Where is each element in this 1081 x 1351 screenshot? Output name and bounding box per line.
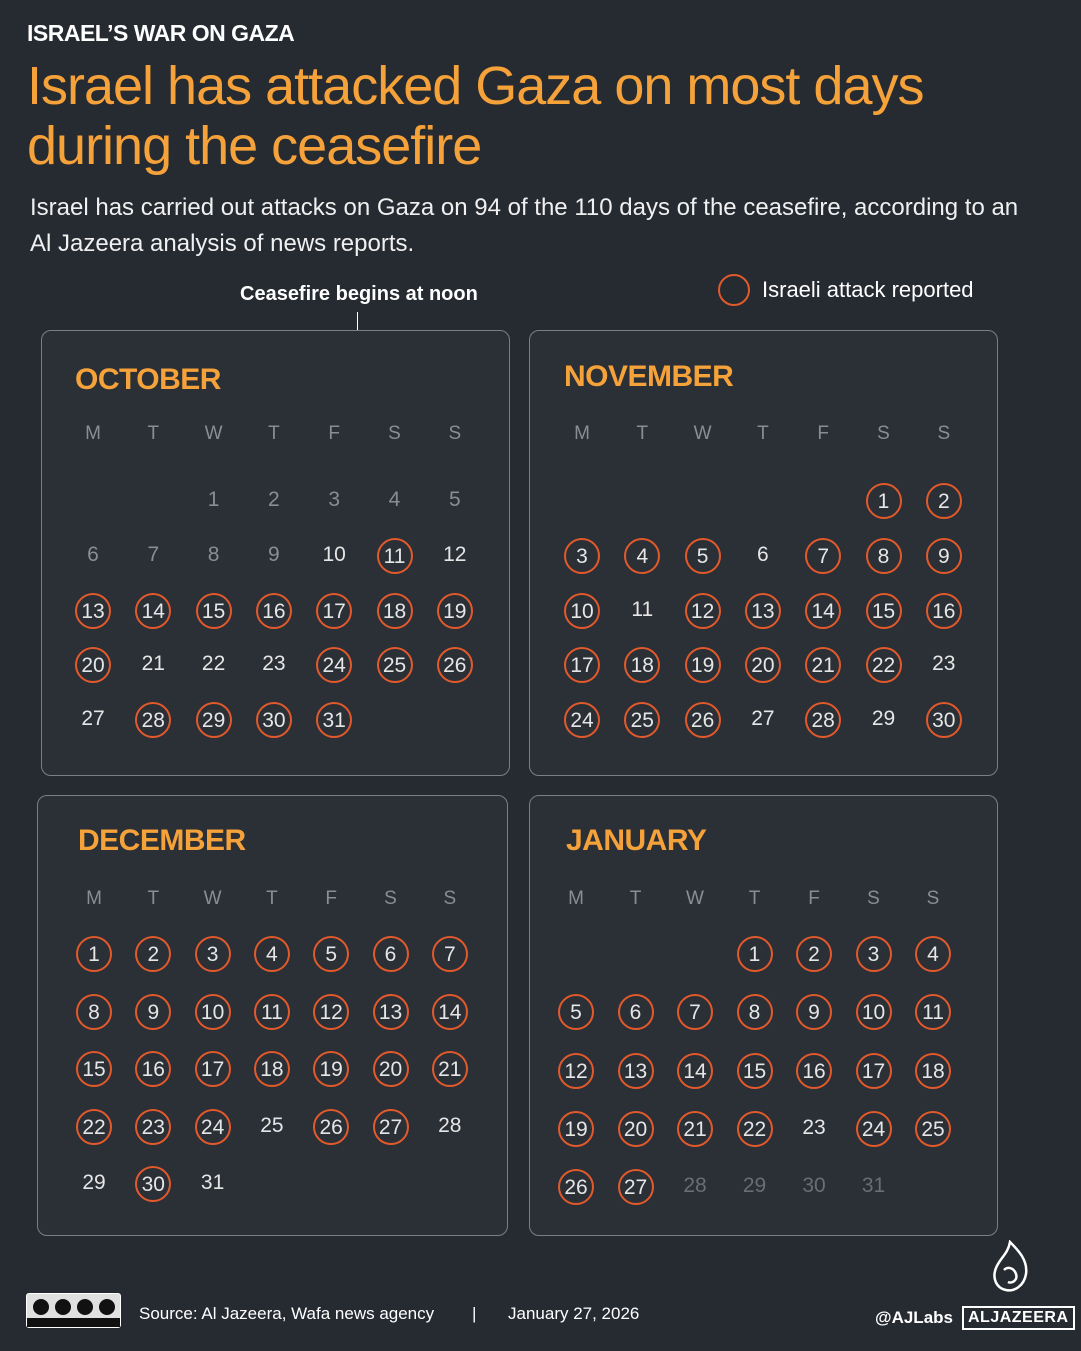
weekday-label: F	[808, 888, 820, 909]
day-attack-reported: 3	[856, 936, 892, 972]
day-attack-reported: 15	[866, 593, 902, 629]
day-attack-reported: 24	[564, 702, 600, 738]
weekday-label: T	[636, 423, 649, 444]
calendar-october	[41, 330, 510, 776]
day-attack-reported: 31	[316, 702, 352, 738]
day-cell: 3	[328, 488, 341, 511]
legend	[718, 274, 974, 306]
day-cell: 6	[757, 542, 769, 566]
weekday-label: M	[568, 888, 584, 909]
day-attack-reported: 17	[856, 1053, 892, 1089]
day-attack-reported: 26	[685, 702, 721, 738]
day-attack-reported: 20	[75, 647, 111, 683]
day-attack-reported: 11	[377, 538, 413, 574]
day-cell: 29	[82, 1171, 106, 1194]
day-attack-reported: 9	[135, 994, 171, 1030]
day-attack-reported: 8	[737, 994, 773, 1030]
day-cell: 10	[322, 542, 346, 566]
day-cell: 25	[260, 1113, 284, 1137]
day-cell: 23	[932, 652, 956, 676]
day-attack-reported: 7	[805, 538, 841, 574]
weekday-label: W	[203, 888, 222, 909]
day-attack-reported: 28	[135, 702, 171, 738]
day-cell: 30	[802, 1174, 826, 1198]
day-attack-reported: 27	[373, 1109, 409, 1145]
day-attack-reported: 9	[796, 994, 832, 1030]
source-credit: Source: Al Jazeera, Wafa news agency	[139, 1304, 435, 1323]
day-attack-reported: 16	[135, 1051, 171, 1087]
headline: Israel has attacked Gaza on most days during the ceasefire	[27, 56, 924, 176]
day-attack-reported: 19	[558, 1111, 594, 1147]
day-attack-reported: 24	[316, 647, 352, 683]
month-title: NOVEMBER	[564, 360, 734, 393]
day-attack-reported: 2	[135, 936, 171, 972]
aljazeera-wordmark: ALJAZEERA	[962, 1306, 1075, 1330]
day-attack-reported: 13	[745, 593, 781, 629]
day-cell: 7	[147, 542, 160, 566]
day-cell: 22	[201, 652, 226, 676]
day-attack-reported: 18	[624, 647, 660, 683]
day-attack-reported: 19	[437, 593, 473, 629]
legend-label: Israeli attack reported	[762, 277, 974, 302]
day-attack-reported: 23	[135, 1109, 171, 1145]
weekday-label: S	[388, 423, 401, 444]
ajlabs-handle: @AJLabs	[875, 1308, 953, 1327]
day-attack-reported: 1	[76, 936, 112, 972]
subhead: Israel has carried out attacks on Gaza on 94 of the 110 days of the ceasefire, according to an Al Jazeera analysis of news reports.	[30, 194, 1019, 257]
day-attack-reported: 9	[926, 538, 962, 574]
publish-date: January 27, 2026	[508, 1304, 640, 1323]
weekday-label: M	[85, 423, 101, 444]
weekday-label: S	[384, 888, 397, 909]
day-attack-reported: 18	[377, 593, 413, 629]
day-attack-reported: 8	[866, 538, 902, 574]
footer	[0, 1290, 1081, 1340]
day-attack-reported: 17	[564, 647, 600, 683]
weekday-label: W	[204, 423, 223, 444]
day-attack-reported: 18	[915, 1053, 951, 1089]
weekday-label: S	[867, 888, 880, 909]
weekday-label: T	[629, 888, 642, 909]
day-attack-reported: 12	[313, 994, 349, 1030]
day-attack-reported: 16	[256, 593, 292, 629]
weekday-label: T	[147, 888, 160, 909]
day-attack-reported: 24	[856, 1111, 892, 1147]
day-cell: 27	[751, 707, 775, 731]
day-attack-reported: 17	[316, 593, 352, 629]
day-attack-reported: 18	[254, 1051, 290, 1087]
day-attack-reported: 5	[685, 538, 721, 574]
day-attack-reported: 4	[624, 538, 660, 574]
day-cell: 1	[207, 488, 220, 511]
day-attack-reported: 3	[564, 538, 600, 574]
day-attack-reported: 3	[195, 936, 231, 972]
day-attack-reported: 27	[618, 1169, 654, 1205]
day-cell: 2	[268, 488, 280, 511]
day-attack-reported: 16	[796, 1053, 832, 1089]
weekday-label: S	[443, 888, 457, 909]
weekday-label: T	[266, 888, 278, 909]
day-attack-reported: 14	[135, 593, 171, 629]
day-attack-reported: 24	[195, 1109, 231, 1145]
day-attack-reported: 13	[618, 1053, 654, 1089]
creative-commons-license-icon	[26, 1293, 121, 1328]
day-attack-reported: 28	[805, 702, 841, 738]
weekday-label: S	[448, 423, 462, 444]
day-cell: 28	[438, 1113, 462, 1137]
day-attack-reported: 22	[76, 1109, 112, 1145]
day-attack-reported: 22	[737, 1111, 773, 1147]
day-cell: 11	[631, 597, 654, 621]
month-title: OCTOBER	[75, 363, 221, 396]
weekday-label: S	[937, 423, 951, 444]
day-cell: 8	[207, 542, 220, 566]
day-attack-reported: 14	[677, 1053, 713, 1089]
attack-circle-icon	[718, 274, 750, 306]
day-attack-reported: 5	[558, 994, 594, 1030]
kicker: ISRAEL’S WAR ON GAZA	[27, 20, 295, 46]
day-attack-reported: 15	[196, 593, 232, 629]
day-cell: 9	[268, 542, 280, 566]
day-attack-reported: 29	[196, 702, 232, 738]
day-attack-reported: 12	[685, 593, 721, 629]
day-attack-reported: 12	[558, 1053, 594, 1089]
weekday-label: F	[817, 423, 829, 444]
day-attack-reported: 21	[805, 647, 841, 683]
day-attack-reported: 6	[618, 994, 654, 1030]
aljazeera-logo-icon	[988, 1240, 1032, 1294]
calendar-december	[37, 795, 508, 1236]
day-attack-reported: 25	[377, 647, 413, 683]
day-attack-reported: 25	[915, 1111, 951, 1147]
day-attack-reported: 8	[76, 994, 112, 1030]
day-attack-reported: 1	[866, 483, 902, 519]
weekday-label: M	[86, 888, 102, 909]
day-attack-reported: 14	[432, 994, 468, 1030]
month-title: DECEMBER	[78, 824, 246, 857]
day-attack-reported: 10	[564, 593, 600, 629]
day-attack-reported: 21	[677, 1111, 713, 1147]
day-attack-reported: 19	[685, 647, 721, 683]
day-cell: 12	[443, 542, 467, 566]
day-attack-reported: 2	[926, 483, 962, 519]
day-attack-reported: 22	[866, 647, 902, 683]
weekday-label: W	[693, 423, 712, 444]
weekday-label: F	[325, 888, 337, 909]
day-cell: 6	[87, 542, 99, 566]
day-attack-reported: 4	[915, 936, 951, 972]
day-attack-reported: 11	[915, 994, 951, 1030]
weekday-label: T	[757, 423, 769, 444]
day-attack-reported: 30	[135, 1166, 171, 1202]
day-attack-reported: 16	[926, 593, 962, 629]
day-attack-reported: 19	[313, 1051, 349, 1087]
day-attack-reported: 30	[256, 702, 292, 738]
day-attack-reported: 25	[624, 702, 660, 738]
day-attack-reported: 13	[373, 994, 409, 1030]
weekday-label: T	[748, 888, 761, 909]
weekday-label: S	[926, 888, 940, 909]
weekday-label: M	[574, 423, 590, 444]
day-attack-reported: 13	[75, 593, 111, 629]
day-attack-reported: 10	[195, 994, 231, 1030]
day-attack-reported: 20	[745, 647, 781, 683]
day-attack-reported: 11	[254, 994, 290, 1030]
day-attack-reported: 1	[737, 936, 773, 972]
day-cell: 31	[200, 1171, 225, 1194]
weekday-label: W	[686, 888, 704, 909]
day-attack-reported: 30	[926, 702, 962, 738]
day-attack-reported: 15	[737, 1053, 773, 1089]
day-attack-reported: 5	[313, 936, 349, 972]
day-attack-reported: 15	[76, 1051, 112, 1087]
day-cell: 5	[448, 488, 461, 511]
weekday-label: T	[147, 423, 160, 444]
day-attack-reported: 20	[373, 1051, 409, 1087]
day-cell: 23	[802, 1115, 826, 1139]
day-attack-reported: 7	[432, 936, 468, 972]
day-cell: 29	[742, 1174, 767, 1198]
calendar-january	[529, 795, 998, 1236]
day-cell: 23	[262, 652, 286, 676]
day-attack-reported: 2	[796, 936, 832, 972]
day-attack-reported: 26	[313, 1109, 349, 1145]
day-cell: 27	[81, 707, 105, 731]
ceasefire-annotation: Ceasefire begins at noon	[240, 283, 478, 305]
day-cell: 28	[683, 1174, 707, 1198]
day-cell: 31	[861, 1174, 886, 1198]
day-attack-reported: 7	[677, 994, 713, 1030]
footer-separator: |	[472, 1304, 477, 1323]
calendar-november	[529, 330, 998, 776]
weekday-label: F	[328, 423, 340, 444]
day-attack-reported: 20	[618, 1111, 654, 1147]
day-attack-reported: 10	[856, 994, 892, 1030]
day-cell: 29	[871, 707, 896, 731]
day-attack-reported: 4	[254, 936, 290, 972]
day-attack-reported: 26	[437, 647, 473, 683]
day-cell: 21	[141, 652, 165, 676]
day-attack-reported: 26	[558, 1169, 594, 1205]
day-attack-reported: 17	[195, 1051, 231, 1087]
day-cell: 4	[388, 488, 401, 511]
day-attack-reported: 21	[432, 1051, 468, 1087]
weekday-label: T	[268, 423, 280, 444]
month-title: JANUARY	[566, 824, 707, 857]
weekday-label: S	[877, 423, 890, 444]
day-attack-reported: 6	[373, 936, 409, 972]
day-attack-reported: 14	[805, 593, 841, 629]
